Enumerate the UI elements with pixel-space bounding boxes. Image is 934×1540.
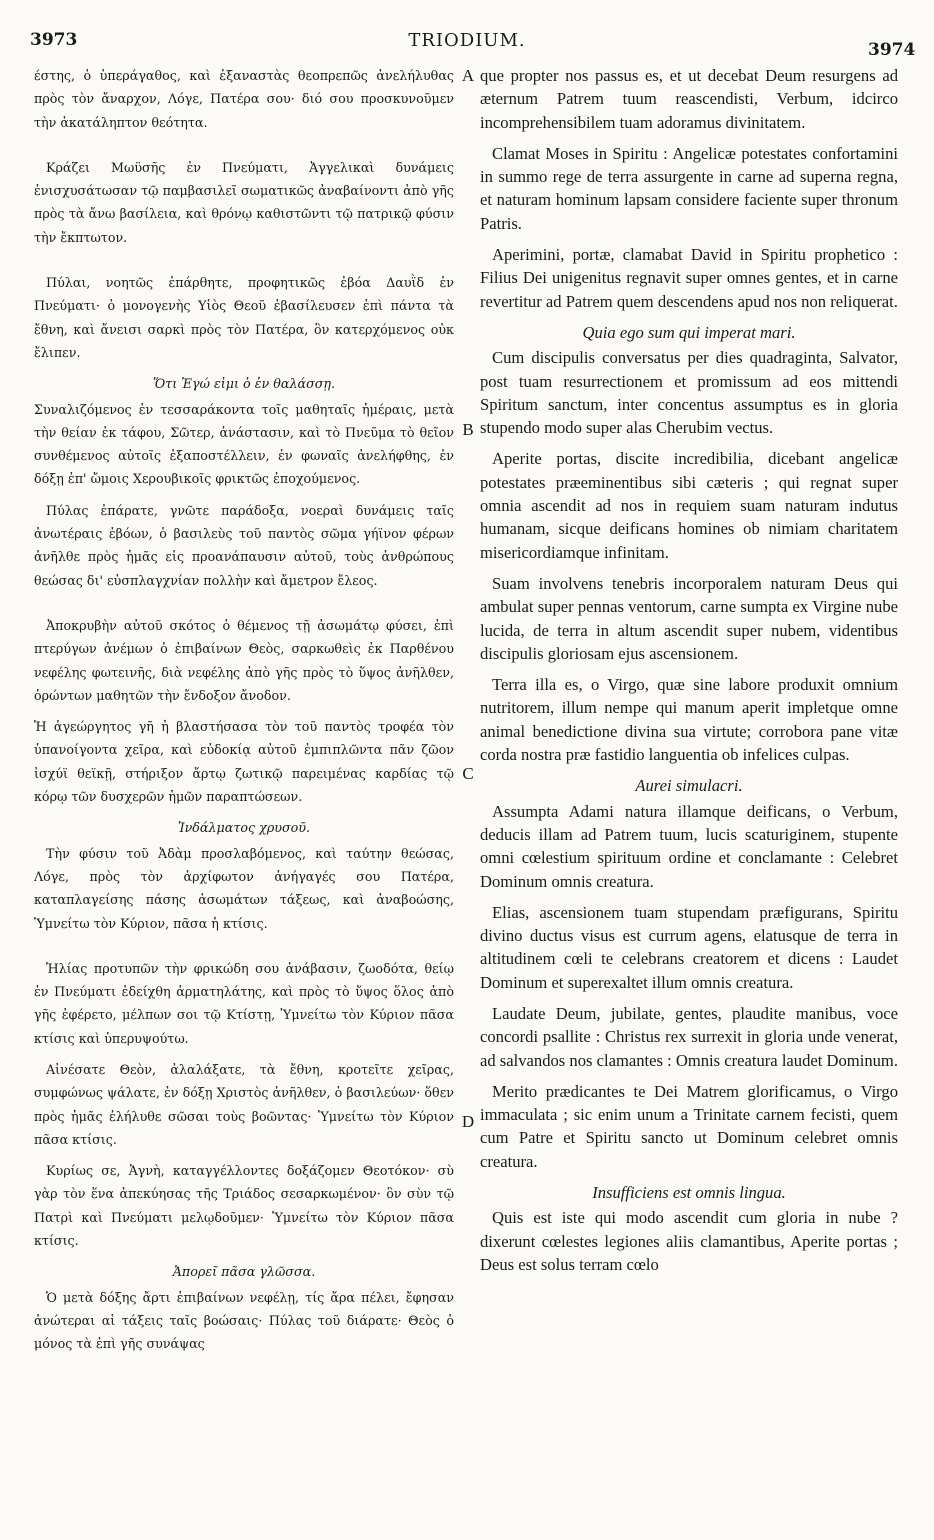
- greek-paragraph: Συναλιζόμενος ἐν τεσσαράκοντα τοῖς μαθηταῖς ἡμέραις, μετὰ τὴν θείαν ἐκ τάφου, Σῶτερ, ἀνάστασιν, καὶ τὸ Πνεῦμα τὸ θεῖον συνθέμενος αὐτοῖς ἐξαποστέλλειν, ἐν φωναῖς ἀνελήφθης, ἐν δόξῃ ἐπ' ὤμοις Χερουβικοῖς φρικτῶς ἐποχούμενος.: [34, 401, 454, 487]
- greek-paragraph: Αἰνέσατε Θεὸν, ἀλαλάξατε, τὰ ἔθνη, κροτεῖτε χεῖρας, συμφώνως ψάλατε, ἐν δόξῃ Χριστὸς ἀνῆλθεν, ὁ βασιλεύων· ὅθεν πρὸς ἡμᾶς ἐλήλυθε σῶσαι τοὺς βοῶντας· Ὑμνείτω τὸν Κύριον πᾶσα κτίσις.: [34, 1061, 454, 1147]
- running-title: TRIODIUM.: [408, 30, 526, 51]
- page-number-left: 3973: [30, 30, 78, 50]
- section-marker-b: B: [462, 420, 474, 439]
- greek-paragraph: Κράζει Μωϋσῆς ἐν Πνεύματι, Ἀγγελικαὶ δυνάμεις ἐνισχυσάτωσαν τῷ παμβασιλεῖ σωματικῶς ἀναβαίνοντι ἀπὸ γῆς πρὸς τὰ ἄνω βασίλεια, καὶ θρόνῳ καθιστῶντι τῷ πατρικῷ φύσιν τὴν ἔκπτωτον.: [34, 159, 454, 245]
- greek-paragraph: Ἡ ἀγεώργητος γῆ ἡ βλαστήσασα τὸν τοῦ παντὸς τροφέα τὸν ὑπανοίγοντα χεῖρα, καὶ εὐδοκίᾳ αὐτοῦ ἐμπιπλῶντα πᾶν ζῶον ἰσχύϊ θεϊκῇ, στήριξον ἄρτῳ ζωτικῷ παρειμένας καρδίας τῷ κόρῳ τῶν δυσχερῶν ἡμῶν παραπτώσεων.: [34, 719, 454, 805]
- section-marker-a: A: [461, 66, 475, 85]
- greek-paragraph: Ὁ μετὰ δόξης ἄρτι ἐπιβαίνων νεφέλῃ, τίς ἄρα πέλει, ἔφησαν ἀνώτεραι αἱ τάξεις ταῖς βοώσαις· Πύλας τοῦ διάρατε· Θεὸς ὁ μόνος τὰ ἐπὶ γῆς συνάψας: [34, 1289, 454, 1352]
- greek-paragraph: Πύλαι, νοητῶς ἐπάρθητε, προφητικῶς ἐβόα Δαυῒδ ἐν Πνεύματι· ὁ μονογενὴς Υἱὸς Θεοῦ ἐβασίλευσεν ἐπὶ πάντα τὰ ἔθνη, καὶ ἄνεισι σαρκὶ πρὸς τὸν Πατέρα, ὃν κατερχόμενος οὐκ ἔλιπεν.: [34, 275, 454, 360]
- greek-paragraph: Ἀποκρυβὴν αὐτοῦ σκότος ὁ θέμενος τῇ ἀσωμάτῳ φύσει, ἐπὶ πτερύγων ἀνέμων ὁ ἐπιβαίνων Θεὸς, σαρκωθεὶς ἐκ Παρθένου νεφέλης φωτεινῆς, διὰ νεφέλης ἀπὸ γῆς πρὸς τὸ ὕψος ἀνῆλθεν, ὁρώντων μαθητῶν τὴν ἔνδοξον ἄνοδον.: [34, 617, 454, 703]
- latin-paragraph: Quis est iste qui modo ascendit cum gloria in nube ? dixerunt cœlestes legiones aliis clamantibus, Aperite portas ; Deus est solus terram cœlo: [480, 1208, 898, 1274]
- greek-paragraph: έστης, ὁ ὑπεράγαθος, καὶ ἐξαναστὰς θεοπρεπῶς ἀνελήλυθας πρὸς τὸν ἄναρχον, Λόγε, Πατέρα σου· διό σου προσκυνοῦμεν τὴν ἀκατάληπτον θεότητα.: [34, 68, 454, 130]
- latin-paragraph: Cum discipulis conversatus per dies quadraginta, Salvator, post tuam resurrectionem et promissum ad eos mittendi Spiritum sanctum, inter concentus assumptus es in gloria stupendo modo super alas Cherubim vectus.: [480, 348, 898, 438]
- greek-heading: Ἀπορεῖ πᾶσα γλῶσσα.: [172, 1264, 316, 1280]
- page-header: [0, 0, 934, 60]
- latin-paragraph: Clamat Moses in Spiritu : Angelicæ potestates confortamini in summo rege de terra assurgente in carne ad superna regna, et naturam hominum lapsam considere faciente super thronum Patris.: [480, 143, 898, 233]
- latin-paragraph: Laudate Deum, jubilate, gentes, plaudite manibus, voce concordi psallite : Christus rex surrexit in gloria unde venerat, ad salvandos nos clamantes : Omnis creatura laudet Dominum.: [480, 1003, 898, 1070]
- greek-paragraph: Τὴν φύσιν τοῦ Ἀδὰμ προσλαβόμενος, καὶ ταύτην θεώσας, Λόγε, πρὸς τὸν ἀρχίφωτον ἀνήγαγές σου Πατέρα, καταπλαγείσης πάσης ἀσωμάτων τάξεως, καὶ ἀναβοώσης, Ὑμνείτω τὸν Κύριον, πᾶσα ἡ κτίσις.: [34, 845, 454, 931]
- latin-paragraph: Aperite portas, discite incredibilia, dicebant angelicæ potestates præeminentibus sibi cæteris ; qui regnat super omnia ascendit ad nos in requiem suam naturam indutus humanam, sicque deificans homines ob nimiam charitatem misericordiamque infinitam.: [480, 449, 898, 562]
- latin-paragraph: Aperimini, portæ, clamabat David in Spiritu prophetico : Filius Dei unigenitus regnavit super omnes gentes, et in carne revertitur ad Patrem quem descendens apud nos non reliquerat.: [480, 245, 898, 311]
- latin-paragraph: que propter nos passus es, et ut decebat Deum resurgens ad æternum Patrem tuum reascendisti, Verbum, idcirco incomprehensibilem tuam adoramus divinitatem.: [480, 66, 898, 132]
- latin-paragraph: Merito prædicantes te Dei Matrem glorificamus, o Virgo immaculata ; sic enim unum a Trinitate carnem fecisti, quem cum Patre et Spiritu sancto ut Dominum celebret omnis creatura.: [480, 1081, 898, 1171]
- page-number-right: 3974: [868, 40, 916, 60]
- greek-column: [34, 64, 454, 1364]
- greek-heading: Ἰνδάλματος χρυσοῦ.: [177, 820, 311, 836]
- greek-paragraph: Ἠλίας προτυπῶν τὴν φρικώδη σου ἀνάβασιν, ζωοδότα, θείῳ ἐν Πνεύματι ἐδείχθη ἁρματηλάτης, καὶ πρὸς τὸ ὕψος ὅλος ἀπὸ γῆς ἐφέρετο, μέλπων σοι τῷ Κτίστῃ, Ὑμνείτω τὸν Κύριον πᾶσα κτίσις καὶ ὑπερυψούτω.: [34, 960, 454, 1046]
- latin-heading: Quia ego sum qui imperat mari.: [582, 322, 796, 342]
- latin-paragraph: Elias, ascensionem tuam stupendam præfigurans, Spiritu divino ductus visus est currum agens, elatusque de terra in altitudinem cœli te celebrans creatorem et dicens : Laudet Dominum et superexaltet illum omnis creatura.: [480, 902, 898, 992]
- section-marker-c: C: [462, 764, 474, 783]
- latin-paragraph: Assumpta Adami natura illamque deificans, o Verbum, deducis illam ad Patrem tuum, lucis scaturiginem, stupente omni cœlestium spirituum ordine et conclamante : Celebret Dominum omnis creatura.: [480, 801, 898, 891]
- latin-paragraph: Terra illa es, o Virgo, quæ sine labore produxit omnium nutritorem, illum nempe qui manum aperit impletque omne animal benedictione divina sua virtute; corrobora pane vitæ corda nostra præ fastidio languentia ob infelices culpas.: [480, 675, 898, 765]
- greek-paragraph: Πύλας ἐπάρατε, γνῶτε παράδοξα, νοεραὶ δυνάμεις ταῖς ἀνωτέραις ἐβόων, ὁ βασιλεὺς τοῦ παντὸς σῶμα γήϊνον φέρων ἀνῆλθε πρὸς ἡμᾶς εἰς προανάπαυσιν αὐτοῦ, τοὺς ἀνθρώπους θεώσας δι' εὐσπλαγχνίαν πολλὴν καὶ ἄμετρον ἔλεος.: [34, 502, 454, 588]
- section-marker-d: D: [461, 1112, 475, 1131]
- latin-paragraph: Suam involvens tenebris incorporalem naturam Deus qui ambulat super pennas ventorum, carne sumpta ex Virgine nube lucida, de terra in altum ascendit super nubem, videntibus discipulis gloriosam ejus ascensionem.: [480, 573, 898, 663]
- greek-paragraph: Κυρίως σε, Ἁγνὴ, καταγγέλλοντες δοξάζομεν Θεοτόκον· σὺ γὰρ τὸν ἕνα ἀπεκύησας τῆς Τριάδος σεσαρκωμένον· ὃν σὺν τῷ Πατρὶ καὶ Πνεύματι μελῳδοῦμεν· Ὑμνείτω τὸν Κύριον πᾶσα κτίσις.: [34, 1163, 454, 1249]
- latin-heading: Aurei simulacri.: [635, 776, 743, 796]
- greek-heading: Ὅτι Ἐγώ εἰμι ὁ ἐν θαλάσσῃ.: [152, 376, 336, 392]
- latin-column: [480, 64, 898, 1284]
- latin-heading: Insufficiens est omnis lingua.: [592, 1183, 786, 1203]
